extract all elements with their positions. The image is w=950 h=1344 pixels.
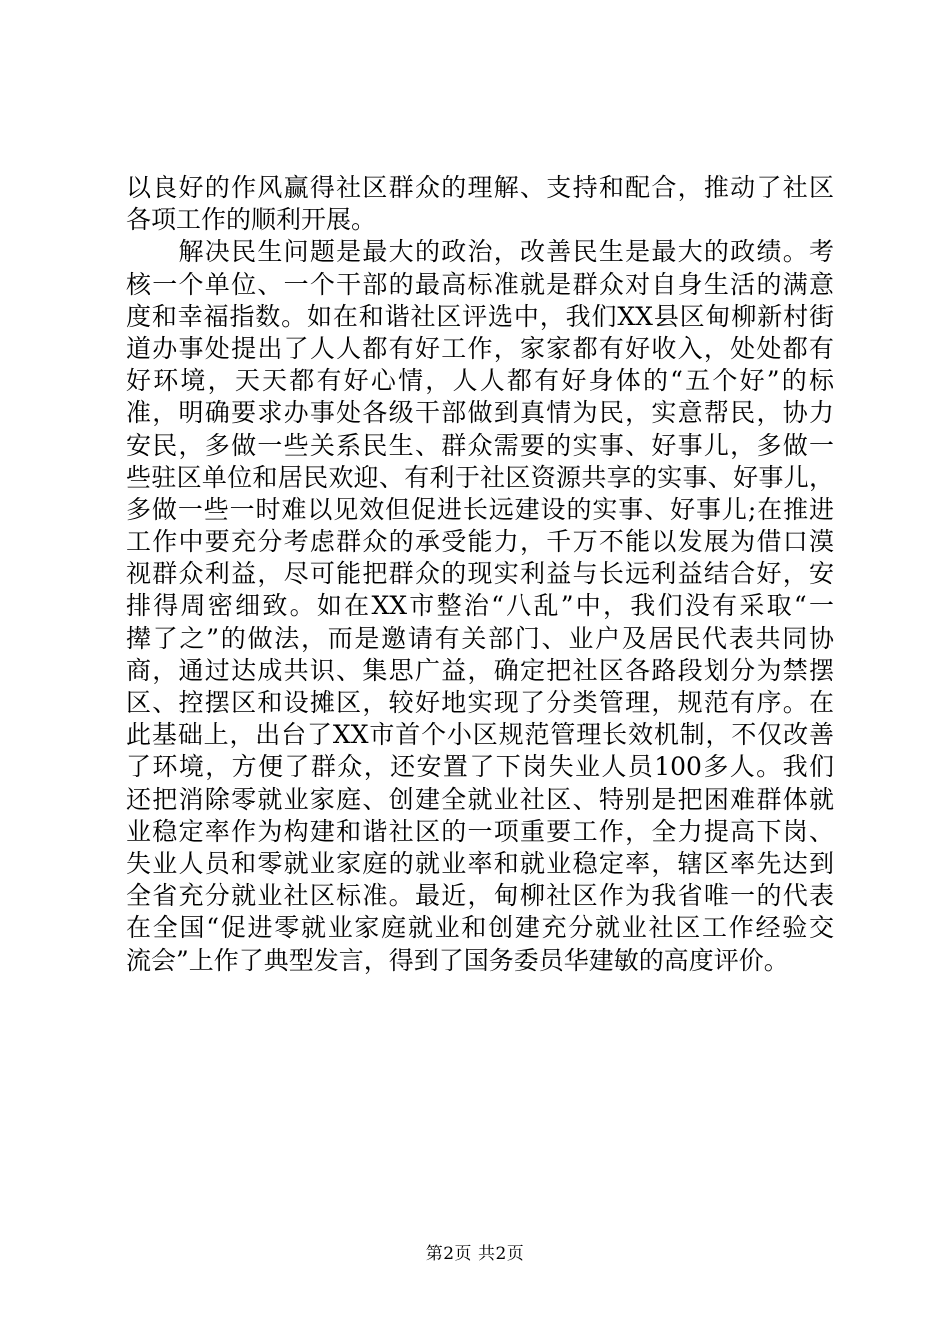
text-line: 排得周密细致。如在XX市整治“八乱”中，我们没有采取“一: [126, 591, 834, 621]
text-line: 全省充分就业社区标准。最近，甸柳社区作为我省唯一的代表: [126, 881, 834, 911]
text-line: 此基础上，出台了XX市首个小区规范管理长效机制，不仅改善: [126, 720, 834, 750]
text-line: 以良好的作风赢得社区群众的理解、支持和配合，推动了社区: [126, 173, 834, 202]
text-line: 解决民生问题是最大的政治，改善民生是最大的政绩。考: [126, 237, 834, 267]
text-line: 了环境，方便了群众，还安置了下岗失业人员100多人。我们: [126, 752, 834, 782]
text-line: 视群众利益，尽可能把群众的现实利益与长远利益结合好，安: [126, 559, 834, 589]
text-line: 多做一些一时难以见效但促进长远建设的实事、好事儿;在推进: [126, 494, 834, 524]
text-line: 商，通过达成共识、集思广益，确定把社区各路段划分为禁摆: [126, 655, 834, 685]
text-line: 道办事处提出了人人都有好工作，家家都有好收入，处处都有: [126, 333, 834, 363]
text-line: 工作中要充分考虑群众的承受能力，千万不能以发展为借口漠: [126, 527, 834, 557]
text-line: 些驻区单位和居民欢迎、有利于社区资源共享的实事、好事儿，: [126, 462, 834, 492]
text-line: 业稳定率作为构建和谐社区的一项重要工作，全力提高下岗、: [126, 816, 834, 846]
text-line: 准，明确要求办事处各级干部做到真情为民，实意帮民，协力: [126, 398, 834, 428]
text-line: 核一个单位、一个干部的最高标准就是群众对自身生活的满意: [126, 269, 834, 299]
text-line: 在全国“促进零就业家庭就业和创建充分就业社区工作经验交: [126, 913, 834, 943]
text-line: 安民，多做一些关系民生、群众需要的实事、好事儿，多做一: [126, 430, 834, 460]
text-line: 失业人员和零就业家庭的就业率和就业稳定率，辖区率先达到: [126, 848, 834, 878]
text-line: 撵了之”的做法，而是邀请有关部门、业户及居民代表共同协: [126, 623, 834, 653]
text-line: 流会”上作了典型发言，得到了国务委员华建敏的高度评价。: [126, 945, 789, 975]
page-footer: 第2页 共2页: [425, 1244, 525, 1264]
text-line: 各项工作的顺利开展。: [126, 205, 377, 235]
text-line: 还把消除零就业家庭、创建全就业社区、特别是把困难群体就: [126, 784, 834, 814]
text-line: 度和幸福指数。如在和谐社区评选中，我们XX县区甸柳新村街: [126, 301, 834, 331]
text-line: 好环境，天天都有好心情，人人都有好身体的“五个好”的标: [126, 366, 834, 396]
body-text: [126, 172, 834, 977]
text-line: 区、控摆区和设摊区，较好地实现了分类管理，规范有序。在: [126, 688, 834, 717]
